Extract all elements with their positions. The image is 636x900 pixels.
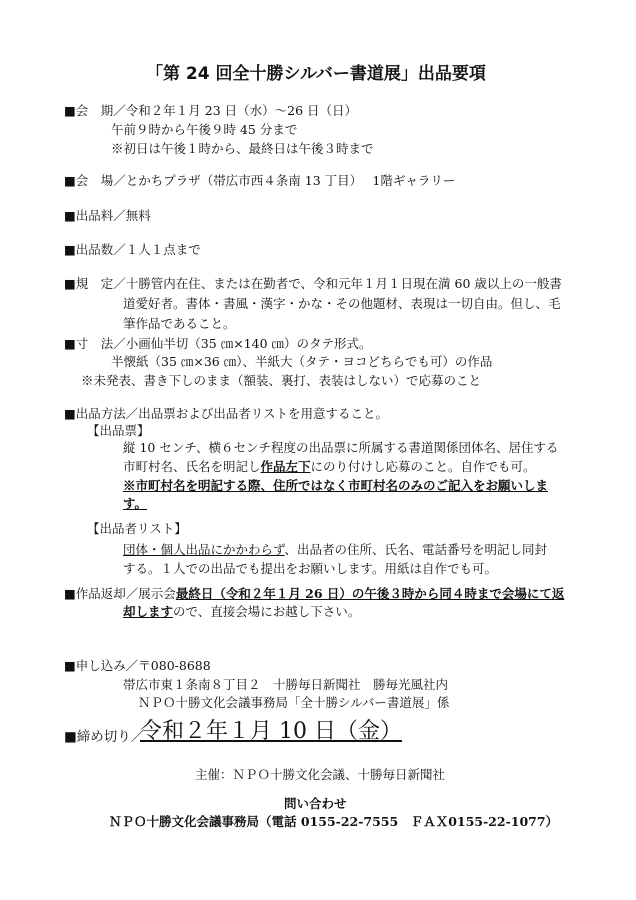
size-line-3: ※未発表、書き下しのまま（額装、裏打、表装はしない）で応募のこと [81,373,482,388]
period-line-2: 午前９時から午後９時 45 分まで [111,122,298,137]
size-line-1: ■寸 法／小画仙半切（35 ㎝×140 ㎝）のタテ形式。 [64,336,372,351]
return-emphasis-1: 最終日（令和２年１月 26 日）の午後３時から同４時まで会場にて返 [175,586,565,601]
fee-line: ■出品料／無料 [64,208,151,223]
return-line-1-a: ■作品返却／展示会 [64,586,176,601]
slip-emphasis: 作品左下 [260,459,311,474]
venue-line: ■会 場／とかちプラザ（帯広市西４条南 13 丁目） 1階ギャラリー [64,173,456,188]
slip-line-3: ※市町村名を明記する際、住所ではなく市町村名のみのご記入をお願いしま [123,478,549,493]
apply-line-3: ＮＰＯ十勝文化会議事務局「全十勝シルバー書道展」係 [138,695,450,710]
slip-line-2-a: 市町村名、氏名を明記し [123,459,261,474]
list-emphasis: 団体・個人出品にかかわらず [123,542,285,557]
return-line-2 [123,604,360,619]
list-line-1 [123,542,547,557]
sponsor-line: 主催：ＮＰＯ十勝文化会議、十勝毎日新聞社 [195,767,446,782]
rules-line-3: 筆作品であること。 [123,316,236,331]
period-line-1: ■会 期／令和２年１月 23 日（水）～26 日（日） [64,103,358,118]
slip-line-2-c: にのり付けし応募のこと。自作でも可。 [310,459,536,474]
list-line-1-b: 、出品者の住所、氏名、電話番号を明記し同封 [284,542,548,557]
slip-line-2 [123,459,536,474]
return-emphasis-2: 却します [123,604,174,619]
period-line-3: ※初日は午後１時から、最終日は午後３時まで [111,141,374,156]
list-line-2: する。１人での出品でも提出をお願いします。用紙は自作でも可。 [123,561,498,576]
slip-line-4: す。 [123,496,148,511]
deadline-label: ■締め切り／ [64,729,145,745]
rules-line-1: ■規 定／十勝管内在住、または在勤者で、令和元年１月１日現在満 60 歳以上の一般書 [64,276,562,291]
list-label: 【出品者リスト】 [87,521,187,536]
return-line-2-b: ので、直接会場にお越し下さい。 [173,604,361,619]
size-line-2: 半懐紙（35 ㎝×36 ㎝）、半紙大（タテ・ヨコどちらでも可）の作品 [111,354,493,369]
contact-heading: 問い合わせ [284,796,347,811]
count-line: ■出品数／１人１点まで [64,242,201,257]
deadline-date: 令和２年１月 10 日（金） [140,719,402,744]
method-heading: ■出品方法／出品票および出品者リストを用意すること。 [64,406,389,421]
return-line-1 [64,586,564,601]
contact-line: ＮＰＯ十勝文化会議事務局（電話 0155-22-7555 ＦＡＸ0155-22-1077） [109,814,559,829]
apply-line-2: 帯広市東１条南８丁目２ 十勝毎日新聞社 勝毎光風社内 [123,677,449,692]
slip-label: 【出品票】 [87,423,150,438]
slip-line-1: 縦 10 センチ、横６センチ程度の出品票に所属する書道関係団体名、居住する [123,440,559,455]
apply-line-1: ■申し込み／〒080‐8688 [64,658,211,673]
page-title: 「第 24 回全十勝シルバー書道展」出品要項 [146,64,486,84]
rules-line-2: 道愛好者。書体・書風・漢字・かな・その他題材、表現は一切自由。但し、毛 [123,296,561,311]
